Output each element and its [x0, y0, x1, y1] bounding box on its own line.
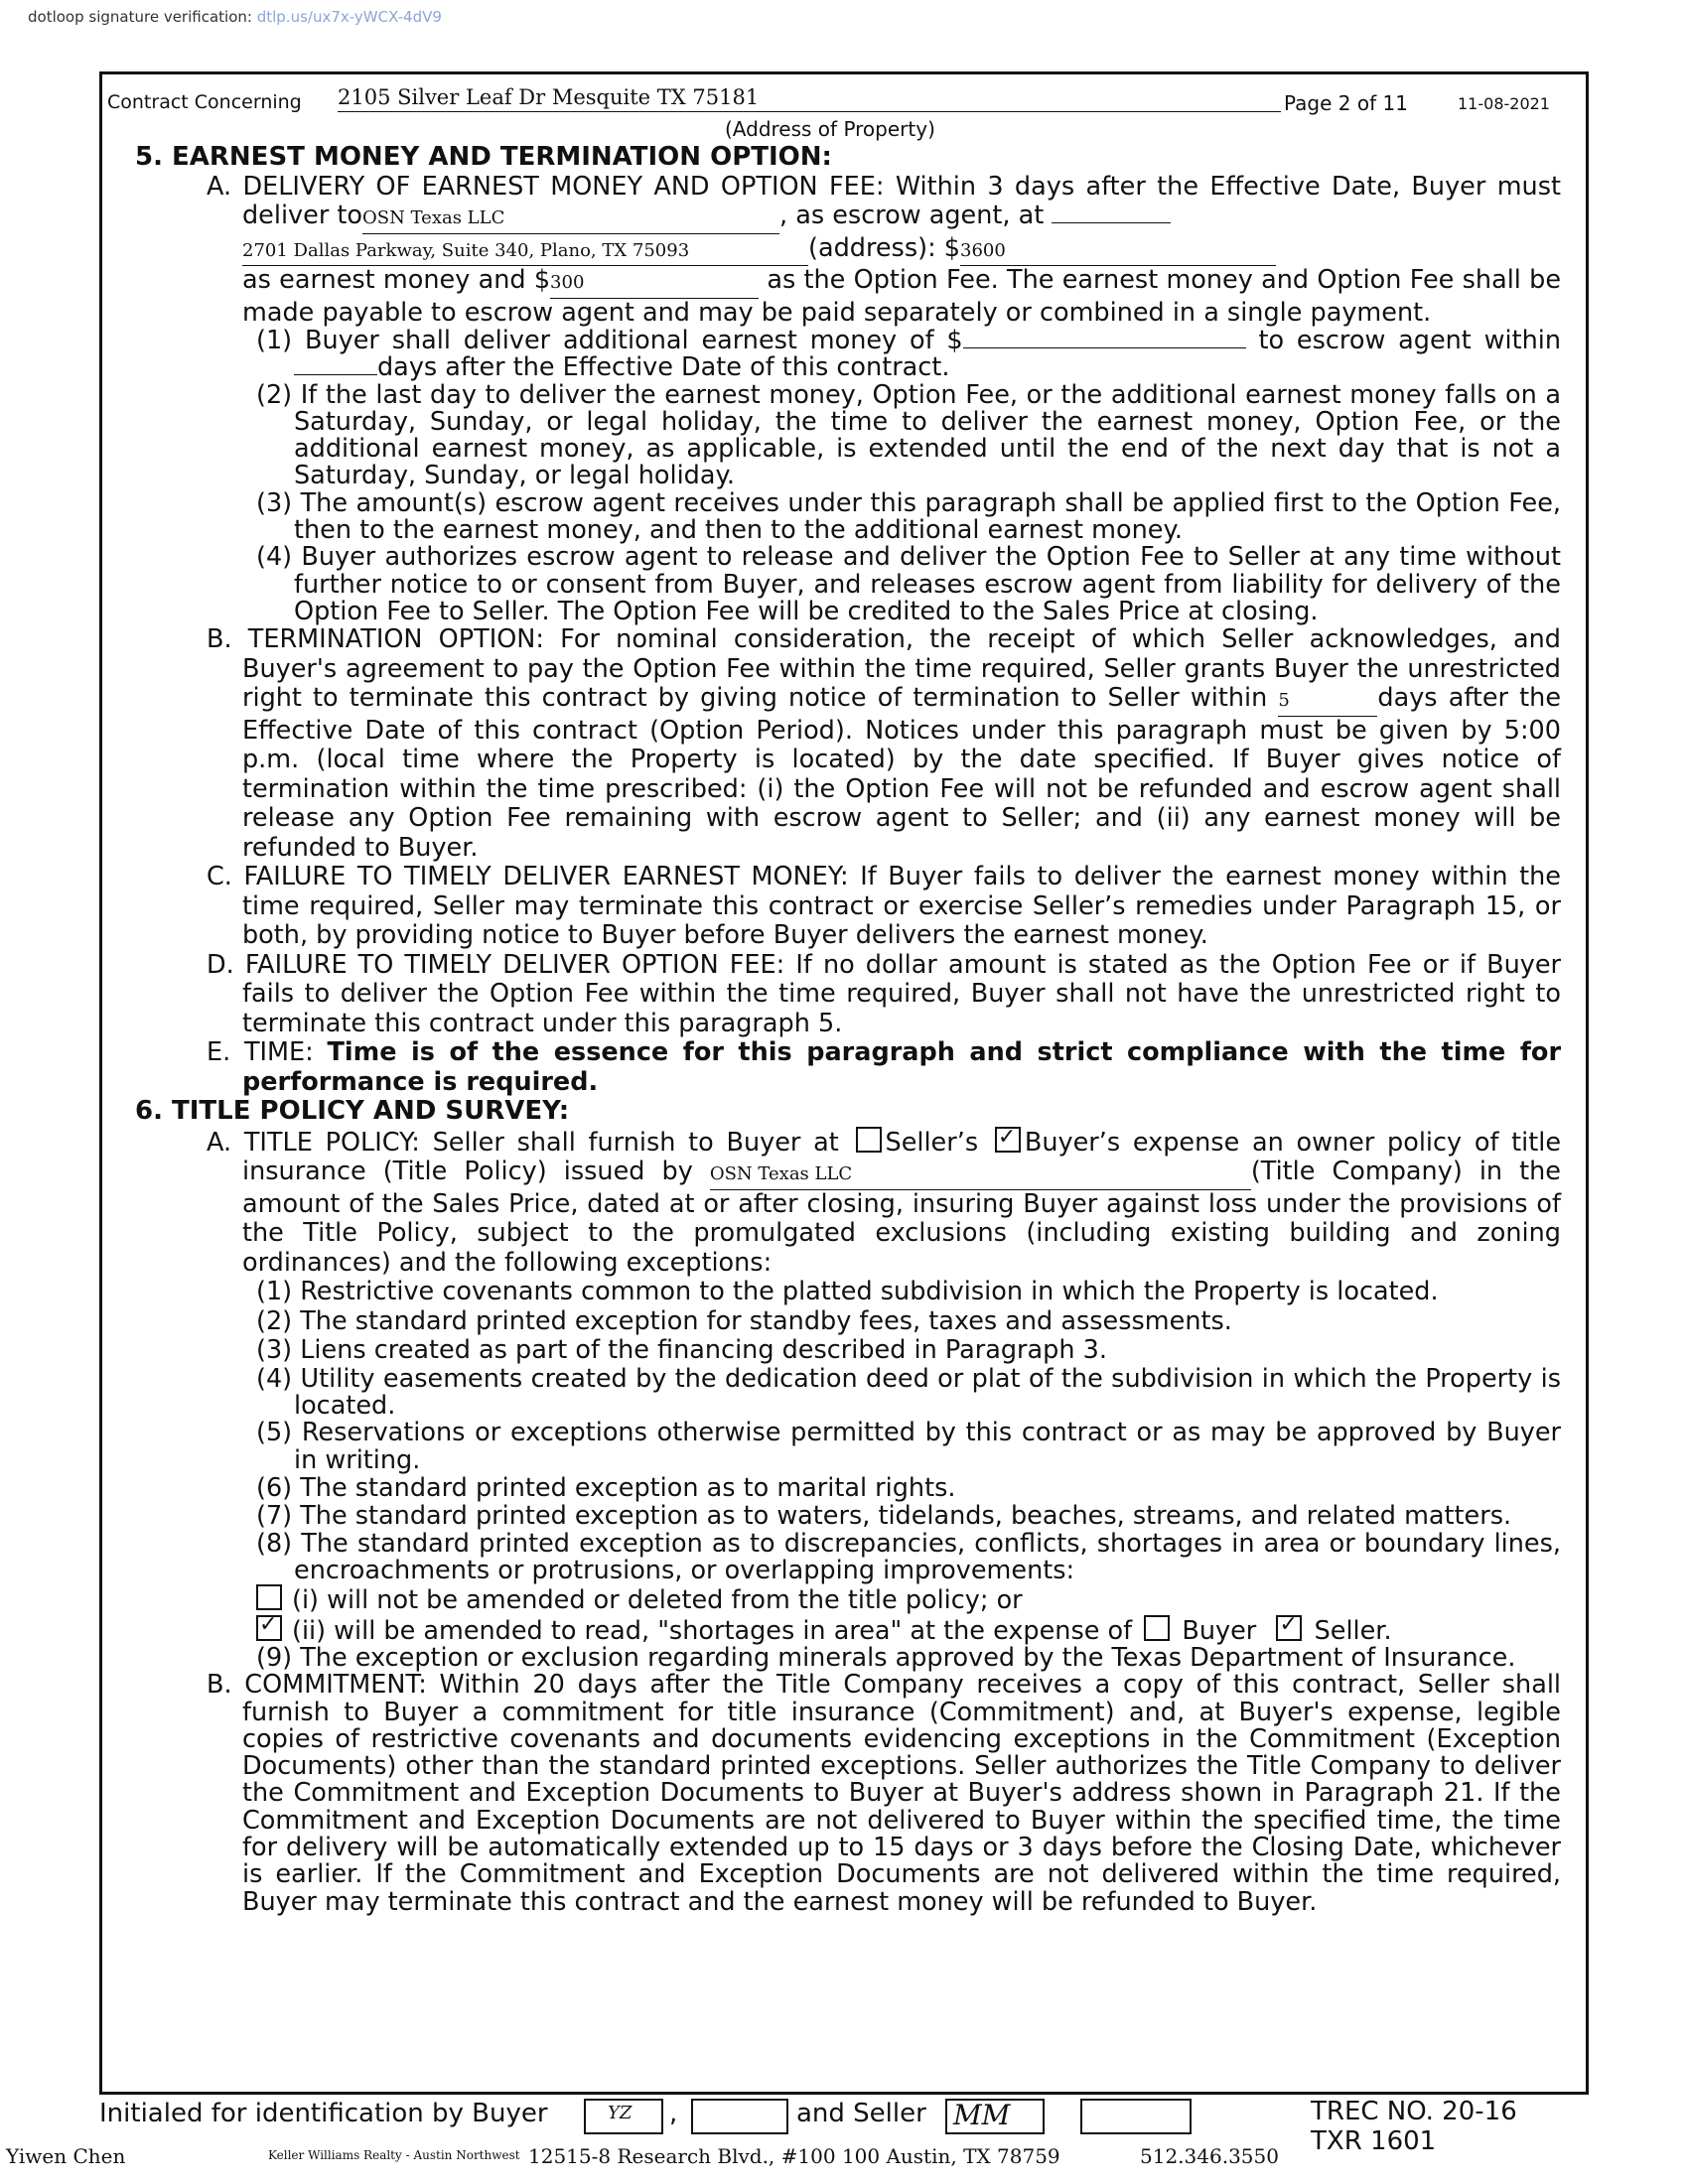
exception-item: (5) Reservations or exceptions otherwise permitted by this contract or as may be approved by Buyer in writing.: [256, 1418, 1561, 1475]
section-5a-text5: as the Option Fee. The earnest money and Option Fee shall be made payable to escrow agent and may be paid separately or combined in a single payment.: [242, 265, 1562, 328]
section-5-heading: 5. EARNEST MONEY AND TERMINATION OPTION:: [135, 142, 832, 172]
page-number: Page 2 of 11: [1284, 91, 1408, 115]
section-5a: [109, 173, 1561, 329]
section-5a-text2: , as escrow agent, at: [779, 201, 1045, 230]
property-address-field[interactable]: 2105 Silver Leaf Dr Mesquite TX 75181: [338, 85, 1281, 112]
escrow-agent-blank[interactable]: [1052, 222, 1171, 223]
verification-line: [28, 8, 442, 26]
brokerage-name: Keller Williams Realty - Austin Northwest: [268, 2148, 520, 2162]
option-i-text: (i) will not be amended or deleted from the title policy; or: [292, 1585, 1023, 1616]
additional-days-field[interactable]: [294, 374, 377, 375]
address-sublabel: (Address of Property): [725, 117, 935, 141]
exception-item: (4) Utility easements created by the dedication deed or plat of the subdivision in which the Property is located.: [256, 1363, 1561, 1422]
escrow-agent-field[interactable]: OSN Texas LLC: [362, 204, 779, 234]
buyers-label: Buyer’s expense an owner policy of title insurance (Title Policy) issued by: [242, 1127, 1562, 1187]
section-5a-item1: [109, 328, 1561, 382]
item1-text: (1) Buyer shall deliver additional earnest money of $: [256, 326, 963, 355]
seller-initials-box-2[interactable]: [1080, 2099, 1192, 2134]
section-6-heading: 6. TITLE POLICY AND SURVEY:: [135, 1096, 570, 1127]
form-number: [1311, 2097, 1517, 2156]
section-5e-label: E. TIME:: [207, 1037, 314, 1068]
earnest-money-field[interactable]: 3600: [960, 236, 1276, 267]
section-5a-item2: (2) If the last day to deliver the earnest money, Option Fee, or the additional earnest money falls on a Saturday, Sunday, or legal holiday, the time to deliver the earnest money, Option Fee, or the additional earnest money, as applicable, is extended until the end of the next day that is not a Saturday, Sunday, or legal holiday.: [256, 379, 1561, 491]
option-ii-text: (ii) will be amended to read, "shortages in area" at the expense of: [292, 1615, 1133, 1646]
form-date: 11-08-2021: [1458, 94, 1550, 113]
buyer-initials-box-1[interactable]: [584, 2099, 663, 2134]
section-6a-text: A. TITLE POLICY: Seller shall furnish to Buyer at: [207, 1127, 839, 1158]
section-5e: [109, 1038, 1561, 1097]
exception-item: (2) The standard printed exception for standby fees, taxes and assessments.: [256, 1305, 1232, 1336]
exception-item: (6) The standard printed exception as to marital rights.: [256, 1472, 956, 1503]
exception-8-option-i: [109, 1584, 1561, 1614]
page-header: [107, 85, 1577, 115]
contract-body: [109, 143, 1561, 1916]
shortages-seller-label: Seller.: [1314, 1615, 1392, 1646]
option-days-field[interactable]: 5: [1278, 686, 1377, 717]
section-5c: C. FAILURE TO TIMELY DELIVER EARNEST MONEY: If Buyer fails to deliver the earnest money within the time required, Seller may terminate this contract or exercise Seller’s remedies under Paragraph 15, or both, by providing notice to Buyer before Buyer delivers the earnest money.: [207, 862, 1561, 951]
item1-text3: days after the Effective Date of this contract.: [377, 352, 950, 383]
verification-label: dotloop signature verification:: [28, 8, 252, 26]
additional-earnest-field[interactable]: [963, 347, 1246, 348]
seller-initials: MM: [953, 2099, 1011, 2131]
sellers-label: Seller’s: [885, 1127, 979, 1158]
item1-text2: to escrow agent within: [1258, 326, 1561, 355]
exceptions-list: [109, 1278, 1561, 1672]
option-i-checkbox[interactable]: [256, 1584, 282, 1610]
title-company-field[interactable]: OSN Texas LLC: [710, 1160, 1251, 1190]
seller-initials-box-1[interactable]: [945, 2099, 1045, 2134]
initialed-label: Initialed for identification by Buyer: [99, 2099, 548, 2128]
contract-concerning-label: Contract Concerning: [107, 91, 302, 113]
section-5a-text3: (address): $: [808, 232, 960, 263]
section-6b: B. COMMITMENT: Within 20 days after the Title Company receives a copy of this contract, Seller shall furnish to Buyer a commitment for title insurance (Commitment) and, at Buyer's expense, legible copies of restrictive covenants and documents evidencing exceptions in the Commitment (Exception Documents) other than the standard printed exceptions. Seller authorizes the Title Company to deliver the Commitment and Exception Documents to Buyer at Buyer's address shown in Paragraph 21. If the Commitment and Exception Documents are not delivered to Buyer within the specified time, the time for delivery will be automatically extended up to 15 days or 3 days before the Closing Date, whichever is earlier. If the Commitment and Exception Documents are not delivered within the time required, Buyer may terminate this contract and the earnest money will be refunded to Buyer.: [207, 1670, 1561, 1917]
verification-link[interactable]: dtlp.us/ux7x-yWCX-4dV9: [256, 8, 442, 26]
section-5a-item4: (4) Buyer authorizes escrow agent to release and deliver the Option Fee to Seller at any time without further notice to or consent from Buyer, and releases escrow agent from liability for delivery of the Option Fee to Seller. The Option Fee will be credited to the Sales Price at closing.: [256, 542, 1561, 626]
sellers-expense-checkbox[interactable]: [856, 1127, 882, 1153]
section-5d: D. FAILURE TO TIMELY DELIVER OPTION FEE: If no dollar amount is stated as the Option Fee or if Buyer fails to deliver the Option Fee within the time required, Buyer shall not have the unrestricted right to terminate this contract under this paragraph 5.: [207, 949, 1561, 1038]
exception-item: (9) The exception or exclusion regarding minerals approved by the Texas Department of Insurance.: [256, 1642, 1516, 1673]
section-5b-text: B. TERMINATION OPTION: For nominal consideration, the receipt of which Seller acknowledges, and Buyer's agreement to pay the Option Fee within the time required, Seller grants Buyer the unrestricted right to terminate this contract by giving notice of termination to Seller within: [207, 624, 1561, 714]
exception-item: (3) Liens created as part of the financing described in Paragraph 3.: [256, 1335, 1107, 1366]
section-5b-text2: days after the Effective Date of this contract (Option Period). Notices under this paragraph must be given by 5:00 p.m. (local time where the Property is located) by the date specified. If Buyer gives notice of termination within the time prescribed: (i) the Option Fee will not be refunded and escrow agent shall release any Option Fee remaining with escrow agent to Seller; and (ii) any earnest money will be refunded to Buyer.: [242, 683, 1562, 863]
shortages-buyer-checkbox[interactable]: [1144, 1615, 1170, 1641]
office-phone: 512.346.3550: [1140, 2144, 1279, 2168]
buyer-initials-box-2[interactable]: [691, 2099, 788, 2134]
exception-8-option-ii: [109, 1615, 1561, 1645]
section-5e-bold: Time is of the essence for this paragraph and strict compliance with the time for performance is required.: [242, 1037, 1562, 1097]
buyers-expense-checkbox[interactable]: [995, 1127, 1021, 1153]
section-5a-item3: (3) The amount(s) escrow agent receives under this paragraph shall be applied first to the Option Fee, then to the earnest money, and then to the additional earnest money.: [256, 487, 1561, 546]
shortages-buyer-label: Buyer: [1182, 1615, 1257, 1646]
initials-footer: Initialed for identification by Buyer YZ , and Seller MM: [99, 2099, 1589, 2138]
section-5b: [109, 625, 1561, 863]
exception-item: (8) The standard printed exception as to discrepancies, conflicts, shortages in area or boundary lines, encroachments or protrusions, or overlapping improvements:: [256, 1528, 1561, 1586]
exception-item: (7) The standard printed exception as to waters, tidelands, beaches, streams, and related matters.: [256, 1501, 1512, 1532]
exception-item: (1) Restrictive covenants common to the platted subdivision in which the Property is located.: [256, 1277, 1439, 1307]
office-address: 12515-8 Research Blvd., #100 100 Austin, TX 78759: [528, 2144, 1060, 2168]
section-6a-text2: (Title Company) in the amount of the Sales Price, dated at or after closing, insuring Buyer against loss under the provisions of the Title Policy, subject to the promulgated exclusions (including existing building and zoning ordinances) and the following exceptions:: [242, 1157, 1561, 1278]
and-seller-label: and Seller: [796, 2099, 926, 2128]
option-ii-checkbox[interactable]: [256, 1615, 282, 1641]
option-fee-field[interactable]: 300: [550, 268, 759, 299]
escrow-address-field[interactable]: 2701 Dallas Parkway, Suite 340, Plano, TX 75093: [242, 236, 808, 267]
agent-name: Yiwen Chen: [6, 2144, 126, 2168]
section-5a-text4: as earnest money and $: [242, 265, 551, 295]
section-5a-text: A. DELIVERY OF EARNEST MONEY AND OPTION FEE: Within 3 days after the Effective Date, Buyer must deliver to: [207, 171, 1561, 230]
shortages-seller-checkbox[interactable]: [1276, 1615, 1302, 1641]
buyer-initials: YZ: [608, 2103, 633, 2123]
section-6a: [109, 1127, 1561, 1279]
trec-number: TREC NO. 20-16: [1311, 2097, 1517, 2126]
txr-number: TXR 1601: [1311, 2126, 1437, 2156]
